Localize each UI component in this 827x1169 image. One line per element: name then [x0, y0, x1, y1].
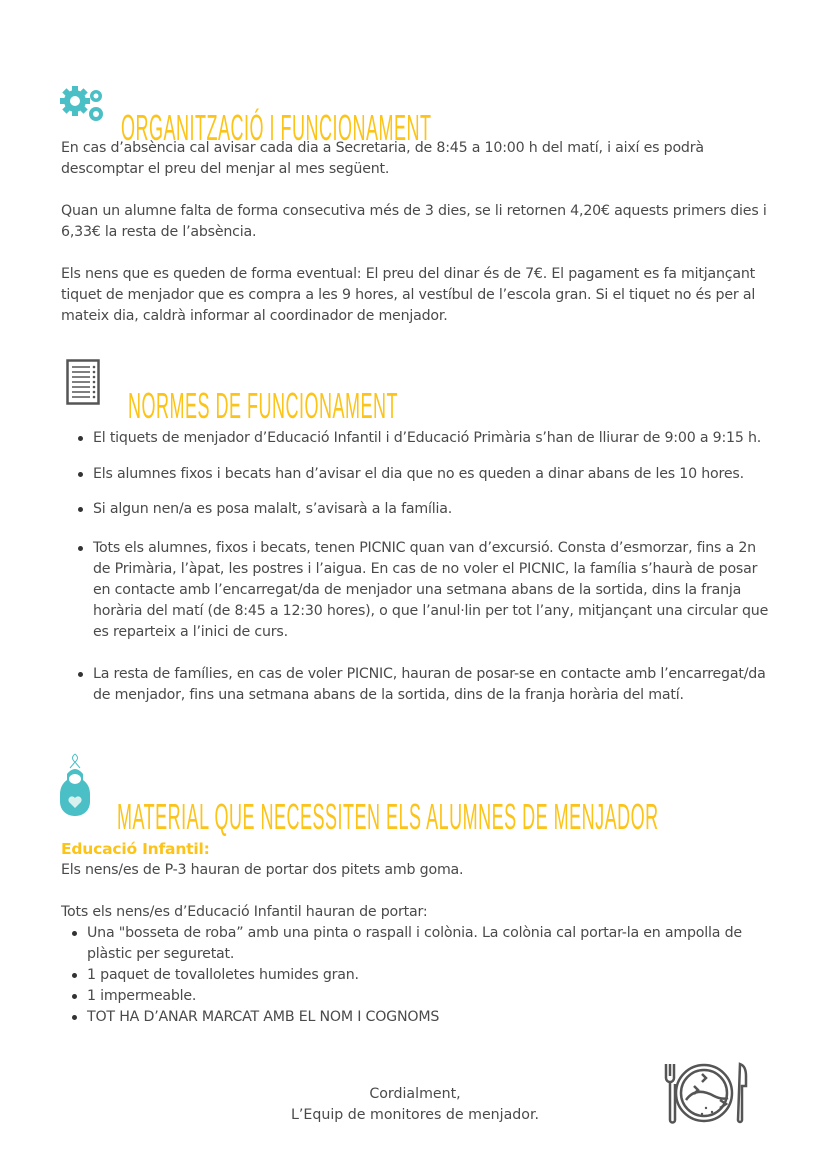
subtitle-educacio-infantil: Educació Infantil:: [61, 840, 210, 858]
signature: [250, 1084, 580, 1126]
section1-body: [61, 138, 776, 327]
paragraph: Els nens/es de P-3 hauran de portar dos pitets amb goma.: [61, 862, 464, 878]
plate-cutlery-icon: [662, 1060, 752, 1126]
bib-icon: [60, 752, 90, 816]
section-title-organitzacio: ORGANITZACIÓ I FUNCIONAMENT: [121, 107, 432, 149]
paragraph: Tots els nens/es d’Educació Infantil hauran de portar:: [61, 904, 428, 920]
signature-greeting: Cordialment,: [369, 1086, 461, 1102]
paragraph: Quan un alumne falta de forma consecutiva més de 3 dies, se li retornen 4,20€ aquests primers dies i 6,33€ la resta de l’absència.: [61, 203, 767, 240]
list-item: La resta de famílies, en cas de voler PICNIC, hauran de posar-se en contacte amb l’encarregat/da de menjador, fins una setmana abans de la sortida, dins de la franja horària del matí.: [93, 664, 777, 706]
list-item: El tiquets de menjador d’Educació Infantil i d’Educació Primària s’han de lliurar de 9:00 a 9:15 h.: [93, 428, 777, 449]
paragraph: Els nens que es queden de forma eventual: El preu del dinar és de 7€. El pagament es fa mitjançant tiquet de menjador que es compra a les 9 hores, al vestíbul de l’escola gran. Si el tiquet no és per al mateix dia, caldrà informar al coordinador de menjador.: [61, 266, 756, 324]
checklist-icon: [66, 359, 100, 405]
list-item: Una "bosseta de roba” amb una pinta o raspall i colònia. La colònia cal portar-la en ampolla de plàstic per seguretat.: [87, 923, 776, 965]
list-item: Tots els alumnes, fixos i becats, tenen PICNIC quan van d’excursió. Consta d’esmorzar, fins a 2n de Primària, l’àpat, les postres i l’aigua. En cas de no voler el PICNIC, la família s’haurà de posar en contacte amb l’encarregat/da de menjador una setmana abans de la sortida, dins la franja horària del matí (de 8:45 a 12:30 hores), o que l’anul·lin per tot l’any, mitjançant una circular que es reparteix a l’inici de curs.: [93, 538, 777, 643]
list-item: 1 impermeable.: [87, 986, 776, 1007]
list-item: Si algun nen/a es posa malalt, s’avisarà a la família.: [93, 499, 777, 520]
signature-team: L’Equip de monitores de menjador.: [290, 1107, 540, 1123]
paragraph: En cas d’absència cal avisar cada dia a Secretaria, de 8:45 a 10:00 h del matí, i així es podrà descomptar el preu del menjar al mes següent.: [61, 140, 704, 177]
gears-icon: [60, 85, 106, 123]
section-title-material: MATERIAL QUE NECESSITEN ELS ALUMNES DE MENJADOR: [117, 796, 659, 838]
section-title-normes: NORMES DE FUNCIONAMENT: [128, 385, 399, 427]
list-item: 1 paquet de tovalloletes humides gran.: [87, 965, 776, 986]
list-item: TOT HA D’ANAR MARCAT AMB EL NOM I COGNOMS: [87, 1007, 776, 1028]
section3-body: [61, 838, 776, 1028]
normes-list: [65, 428, 777, 706]
list-item: Els alumnes fixos i becats han d’avisar el dia que no es queden a dinar abans de les 10 hores.: [93, 464, 777, 485]
